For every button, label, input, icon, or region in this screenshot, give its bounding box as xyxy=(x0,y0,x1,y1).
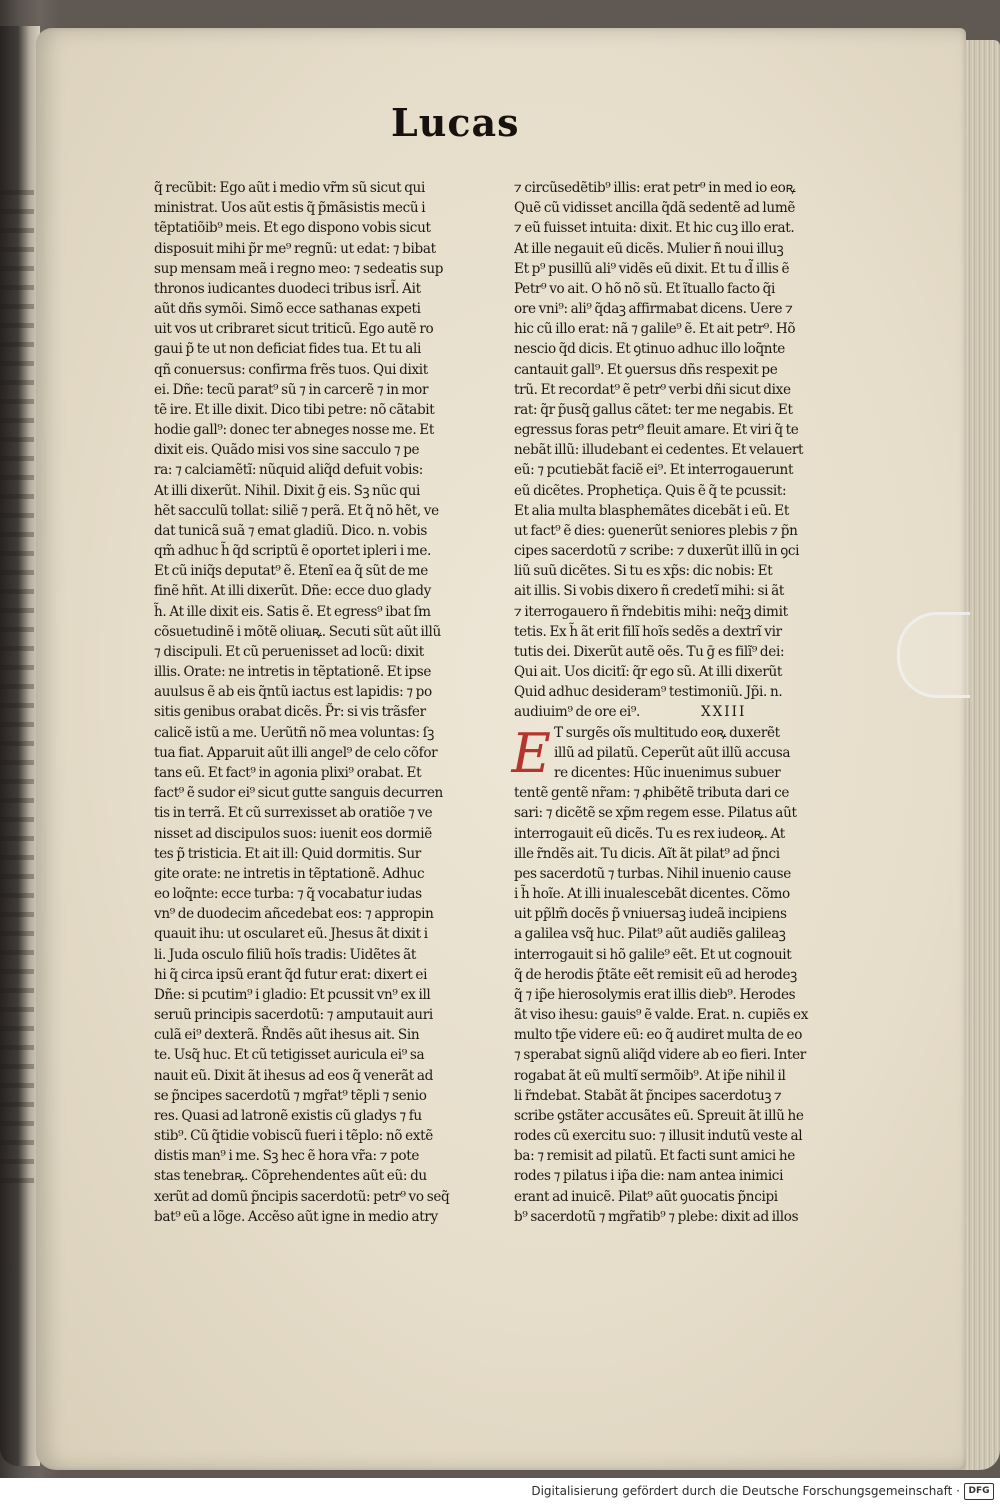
text-line: T surgẽs oĩs multitudo eoꝶ duxerẽt xyxy=(554,724,780,741)
text-line: q̃ ⁊ ip̃e hierosolymis erat illis dieb⁹. Herodes xyxy=(514,986,796,1003)
text-line: i h̃ hoĩe. At illi inualescebãt dicentes. Cõmo xyxy=(514,886,790,903)
text-line: liũ suũ dicẽtes. Si tu es xp̃s: dic nobis: Et xyxy=(514,563,773,580)
text-line: uit pp̃lm̃ docẽs p̃ vniuersaꝫ iudeã incipiens xyxy=(514,906,787,923)
text-line: quauit ihu: ut oscularet eũ. Jhesus ãt dixit i xyxy=(154,926,428,943)
chapter-opening xyxy=(511,721,832,785)
text-line: rodes cũ exercitu suo: ⁊ illusit indutũ veste al xyxy=(514,1128,803,1145)
right-column-text-before-chapter xyxy=(514,178,832,702)
text-line: At ille negauit eũ dicẽs. Mulier ñ noui illuꝫ xyxy=(514,240,784,257)
text-line: tua fiat. Apparuit aũt illi angel⁹ de celo cõfor xyxy=(154,744,438,761)
text-line: tẽptatiõib⁹ meis. Et ego dispono vobis sicut xyxy=(154,220,431,237)
text-line: li. Juda osculo filiũ hoĩs tradis: Uidẽtes ãt xyxy=(154,946,416,963)
text-line: illũ ad pilatũ. Ceperũt aũt illũ accusa xyxy=(554,744,791,761)
text-line: cantauit gall⁹. Et ꝯuersus dñs respexit pe xyxy=(514,361,778,378)
text-line: illis. Orate: ne intretis in tẽptationẽ. Et ipse xyxy=(154,664,432,681)
text-line: sitis genibus orabat dicẽs. P̃r: si vis trãsfer xyxy=(154,704,426,721)
initial-indented-lines xyxy=(514,723,832,784)
text-line: ut fact⁹ ẽ dies: ꝯuenerũt seniores plebis ⁊ p̃n xyxy=(514,522,798,539)
text-line: rogabat ãt eũ multĩ sermõib⁹. At ip̃e nihil il xyxy=(514,1067,786,1084)
text-line: stib⁹. Cũ q̃tidie vobiscũ fueri i tẽplo: nõ extẽ xyxy=(154,1128,433,1145)
text-line: ei. Dñe: tecũ parat⁹ sũ ⁊ in carcerẽ ⁊ in mor xyxy=(154,381,429,398)
text-line: seruũ principis sacerdotũ: ⁊ amputauit auri xyxy=(154,1007,433,1024)
text-line: trũ. Et recordat⁹ ẽ petr⁹ verbi dñi sicut dixe xyxy=(514,381,791,398)
right-column xyxy=(511,178,832,1227)
text-line: nebãt illũ: illudebant ei cedentes. Et velauert xyxy=(514,442,804,459)
text-line: vn⁹ de duodecim añcedebat eos: ⁊ appropin xyxy=(154,906,434,923)
text-line: aũt dñs symõi. Simõ ecce sathanas expeti xyxy=(154,301,421,318)
text-line: disposuit mihi p̃r me⁹ regnũ: ut edat: ⁊ bibat xyxy=(154,240,436,257)
text-line: hic cũ illo erat: nã ⁊ galile⁹ ẽ. Et ait petr⁹. Hõ xyxy=(514,321,796,338)
text-line: re dicentes: Hũc inuenimus subuer xyxy=(554,764,781,781)
text-line: distis man⁹ i me. Sꝫ hec ẽ hora vr̃a: ⁊ pote xyxy=(154,1148,420,1165)
text-line: rodes ⁊ pilatus i ip̃a die: nam antea inimici xyxy=(514,1168,784,1185)
text-line: thronos iudicantes duodeci tribus isrl̃. Ait xyxy=(154,280,421,297)
chapter-number: XXIII xyxy=(700,704,747,721)
text-line: a galilea vsq̃ huc. Pilat⁹ aũt audiẽs galileaꝫ xyxy=(514,926,786,943)
chapter-heading-line xyxy=(514,702,832,722)
text-line: ministrat. Uos aũt estis q̃ p̃mãsistis mecũ i xyxy=(154,200,426,217)
text-line: ãt viso ihesu: gauis⁹ ẽ valde. Erat. n. cupiẽs ex xyxy=(514,1007,809,1024)
text-line: li r̃ndebat. Stabãt ãt p̃ncipes sacerdotuꝫ ⁊ xyxy=(514,1087,782,1104)
text-line: tes p̃ tristicia. Et ait ill: Quid dormitis. Sur xyxy=(154,845,421,862)
text-line: xerũt ad domũ p̃ncipis sacerdotũ: petr⁹ vo seq̃ xyxy=(154,1188,450,1205)
footer-bar xyxy=(0,1478,1000,1504)
text-line: qñ conuersus: confirma frẽs tuos. Qui dixit xyxy=(154,361,428,378)
right-column-text-after-initial xyxy=(514,783,832,1227)
text-line: se p̃ncipes sacerdotũ ⁊ mgr̃at⁹ tẽpli ⁊ senio xyxy=(154,1087,427,1104)
page-clip xyxy=(897,612,970,698)
text-line: ⁊ iterrogauero ñ r̃ndebitis mihi: neq̃ꝫ dimit xyxy=(514,603,788,620)
text-line: rat: q̃r p̃usq̃ gallus cãtet: ter me negabis. Et xyxy=(514,401,793,418)
text-line: Quẽ cũ vidisset ancilla q̃dã sedentẽ ad lumẽ xyxy=(514,200,796,217)
text-line: finẽ hñt. At illi dixerũt. Dñe: ecce duo glady xyxy=(154,583,431,600)
text-line: hẽt sacculũ tollat: siliẽ ⁊ perã. Et q̃ nõ hẽt, ve xyxy=(154,502,439,519)
text-line: nauit eũ. Dixit ãt ihesus ad eos q̃ venerãt ad xyxy=(154,1067,433,1084)
text-line: sari: ⁊ dicẽtẽ se xp̃m regem esse. Pilatus aũt xyxy=(514,805,797,822)
text-line: Et alia multa blasphemãtes dicebãt i eũ. Et xyxy=(514,502,789,519)
text-line: Quid adhuc desideram⁹ testimoniũ. Jp̃i. n. xyxy=(514,684,783,701)
text-line: gaui p̃ te ut non deficiat fides tua. Et tu ali xyxy=(154,341,421,358)
text-line: q̃ de herodis p̃tãte eẽt remisit eũ ad herodeꝫ xyxy=(514,966,797,983)
text-line: fact⁹ ẽ sudor ei⁹ sicut gutte sanguis decurren xyxy=(154,785,443,802)
text-line: te. Usq̃ huc. Et cũ tetigisset auricula ei⁹ sa xyxy=(154,1047,425,1064)
running-head: Lucas xyxy=(391,100,520,145)
left-column xyxy=(154,178,472,1227)
text-line: tutis dei. Dixerũt autẽ oẽs. Tu ḡ es filĩ⁹ dei: xyxy=(514,643,785,660)
text-line: nisset ad discipulos suos: iuenit eos dormiẽ xyxy=(154,825,432,842)
text-line: ra: ⁊ calciamẽtĩ: nũquid aliq̃d defuit vobis: xyxy=(154,462,423,479)
left-page-text-fragment xyxy=(0,190,34,1190)
text-line: nescio q̃d dicis. Et ꝯtinuo adhuc illo loq̃nte xyxy=(514,341,786,358)
text-line: bat⁹ eũ a lõge. Accẽso aũt igne in medio atry xyxy=(154,1208,438,1225)
text-line: erant ad inuicẽ. Pilat⁹ aũt ꝯuocatis p̃ncipi xyxy=(514,1188,778,1205)
text-line: culã ei⁹ dexterã. R̃ndẽs aũt ihesus ait. Sin xyxy=(154,1027,420,1044)
text-line: interrogauit eũ dicẽs. Tu es rex iudeoꝶ. At xyxy=(514,825,785,842)
text-line: res. Quasi ad latronẽ existis cũ gladys ⁊ fu xyxy=(154,1107,422,1124)
text-line: h̃. At ille dixit eis. Satis ẽ. Et egress⁹ ibat ſm xyxy=(154,603,431,620)
text-line: tentẽ gentẽ nr̃am: ⁊ ꝓhibẽtẽ tributa dari ce xyxy=(514,785,790,802)
text-line: tans eũ. Et fact⁹ in agonia plixi⁹ orabat. Et xyxy=(154,764,422,781)
text-line: tẽ ire. Et ille dixit. Dico tibi petre: nõ cãtabit xyxy=(154,401,435,418)
text-line: Qui ait. Uos dicitĩ: q̃r ego sũ. At illi dixerũt xyxy=(514,664,783,681)
text-line: uit vos ut cribraret sicut triticũ. Ego autẽ ro xyxy=(154,321,434,338)
text-line: cõsuetudinẽ i mõtẽ oliuaꝶ. Secuti sũt aũt illũ xyxy=(154,623,441,640)
dfg-logo: DFG xyxy=(964,1483,994,1500)
text-line: hi q̃ circa ipsũ erant q̃d futur erat: dixert ei xyxy=(154,966,428,983)
text-line: eũ: ⁊ pcutiebãt faciẽ ei⁹. Et interrogauerunt xyxy=(514,462,794,479)
text-line: ⁊ eũ fuisset intuita: dixit. Et hic cuꝫ illo erat. xyxy=(514,220,795,237)
text-line: ⁊ circũsedẽtib⁹ illis: erat petr⁹ in med io eoꝶ xyxy=(514,180,796,196)
text-line: gite orate: ne intretis in tẽptationẽ. Adhuc xyxy=(154,865,425,882)
text-line: auulsus ẽ ab eis q̃ntũ iactus est lapidis: ⁊ po xyxy=(154,684,432,701)
text-line: tetis. Ex h̃ ãt erit filĩ hoĩs sedẽs a dextrĩ vir xyxy=(514,623,782,640)
text-line: ore vni⁹: ali⁹ q̃daꝫ affirmabat dicens. Uere ⁊ xyxy=(514,301,793,318)
text-line: tis in terrã. Et cũ surrexisset ab oratiõe ⁊ ve xyxy=(154,805,433,822)
text-line: multo tp̃e videre eũ: eo q̃ audiret multa de eo xyxy=(514,1027,803,1044)
book-page xyxy=(36,28,966,1470)
text-line: hodie gall⁹: donec ter abneges nosse me. Et xyxy=(154,422,434,439)
text-line: calicẽ istũ a me. Uerũtñ nõ mea voluntas: ſꝫ xyxy=(154,724,434,741)
text-line: ait illis. Si vobis dixero ñ credetĩ mihi: si ãt xyxy=(514,583,784,600)
text-line: At illi dixerũt. Nihil. Dixit ḡ eis. Sꝫ nũc qui xyxy=(154,482,420,499)
text-line: q̃ recũbit: Ego aũt i medio vr̃m sũ sicut qui xyxy=(154,180,425,196)
text-line: scribe ꝯstãter accusãtes eũ. Spreuit ãt illũ he xyxy=(514,1107,804,1124)
text-line: ba: ⁊ remisit ad pilatũ. Et facti sunt amici he xyxy=(514,1148,795,1165)
text-line: interrogauit si hõ galile⁹ eẽt. Et ut cognouit xyxy=(514,946,792,963)
text-line: egressus foras petr⁹ fleuit amare. Et viri q̃ te xyxy=(514,422,799,439)
text-line: stas tenebraꝶ. Cõprehendentes aũt eũ: du xyxy=(154,1168,427,1185)
text-line: pes sacerdotũ ⁊ turbas. Nihil inuenio cause xyxy=(514,865,791,882)
drop-initial: E xyxy=(511,721,551,785)
text-line: Petr⁹ vo ait. O hõ nõ sũ. Et ĩtuallo facto q̃i xyxy=(514,280,776,297)
text-line: eũ dicẽtes. Prophetiça. Quis ẽ q̃ te pcussit: xyxy=(514,482,787,499)
text-line: Dñe: si pcutim⁹ i gladio: Et pcussit vn⁹ ex ill xyxy=(154,986,431,1003)
text-line: eo loq̃nte: ecce turba: ⁊ q̃ vocabatur iudas xyxy=(154,886,422,903)
text-line: Et p⁹ pusillũ ali⁹ vidẽs eũ dixit. Et tu d̃ illis ẽ xyxy=(514,260,790,277)
text-line: qm̃ adhuc h̃ q̃d scriptũ ẽ oportet ipleri i me. xyxy=(154,543,431,560)
text-line: dixit eis. Quãdo misi vos sine sacculo ⁊ pe xyxy=(154,442,420,459)
text-line: ⁊ sperabat signũ aliq̃d videre ab eo fieri. Inter xyxy=(514,1047,806,1064)
text-line: dat tunicã suã ⁊ emat gladiũ. Dico. n. vobis xyxy=(154,522,427,539)
text-line: Et cũ iniq̃s deputat⁹ ẽ. Etenĩ ea q̃ sũt de me xyxy=(154,563,429,580)
funding-credit: Digitalisierung gefördert durch die Deutsche Forschungsgemeinschaft · xyxy=(531,1484,960,1498)
text-line: ille r̃ndẽs ait. Tu dicis. Aĩt ãt pilat⁹ ad p̃nci xyxy=(514,845,780,862)
text-line: b⁹ sacerdotũ ⁊ mgr̃atib⁹ ⁊ plebe: dixit ad illos xyxy=(514,1208,799,1225)
text-line: cipes sacerdotũ ⁊ scribe: ⁊ duxerũt illũ in ꝯci xyxy=(514,543,800,560)
text-line: sup mensam meã i regno meo: ⁊ sedeatis sup xyxy=(154,260,444,277)
chapter-end-text: audiuim⁹ de ore ei⁹. xyxy=(514,704,640,721)
text-line: ⁊ discipuli. Et cũ peruenisset ad locũ: dixit xyxy=(154,643,424,660)
